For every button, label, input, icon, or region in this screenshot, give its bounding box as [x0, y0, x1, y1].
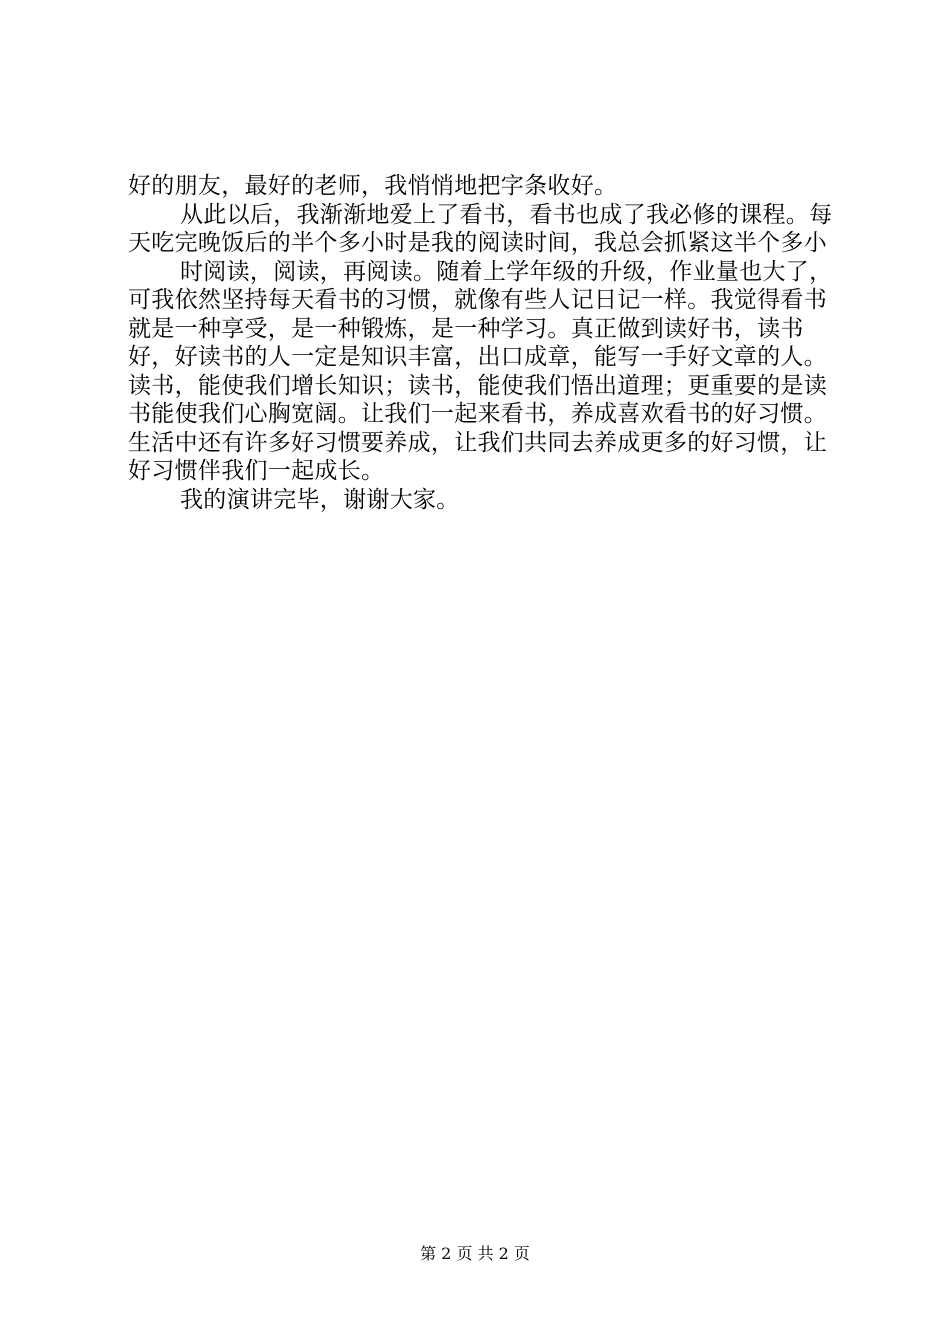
paragraph-1: 好的朋友，最好的老师，我悄悄地把字条收好。 — [128, 173, 618, 199]
paragraph-2: 从此以后，我渐渐地爱上了看书，看书也成了我必修的课程。每天吃完晚饭后的半个多小时是我的阅读时间，我总会抓紧这半个多小 — [128, 201, 833, 256]
paragraph-3: 时阅读，阅读，再阅读。随着上学年级的升级，作业量也大了，可我依然坚持每天看书的习惯，就像有些人记日记一样。我觉得看书就是一种享受，是一种锻炼，是一种学习。真正做到读好书，读书好，好读书的人一定是知识丰富，出口成章，能写一手好文章的人。读书，能使我们增长知识；读书，能使我们悟出道理；更重要的是读书能使我们心胸宽阔。让我们一起来看书，养成喜欢看书的好习惯。生活中还有许多好习惯要养成，让我们共同去养成更多的好习惯，让好习惯伴我们一起成长。 — [128, 258, 833, 484]
page-footer — [0, 1244, 950, 1264]
document-body — [128, 172, 838, 514]
page-number-label: 第 2 页 共 2 页 — [420, 1244, 530, 1263]
paragraph-4: 我的演讲完毕，谢谢大家。 — [180, 486, 460, 513]
